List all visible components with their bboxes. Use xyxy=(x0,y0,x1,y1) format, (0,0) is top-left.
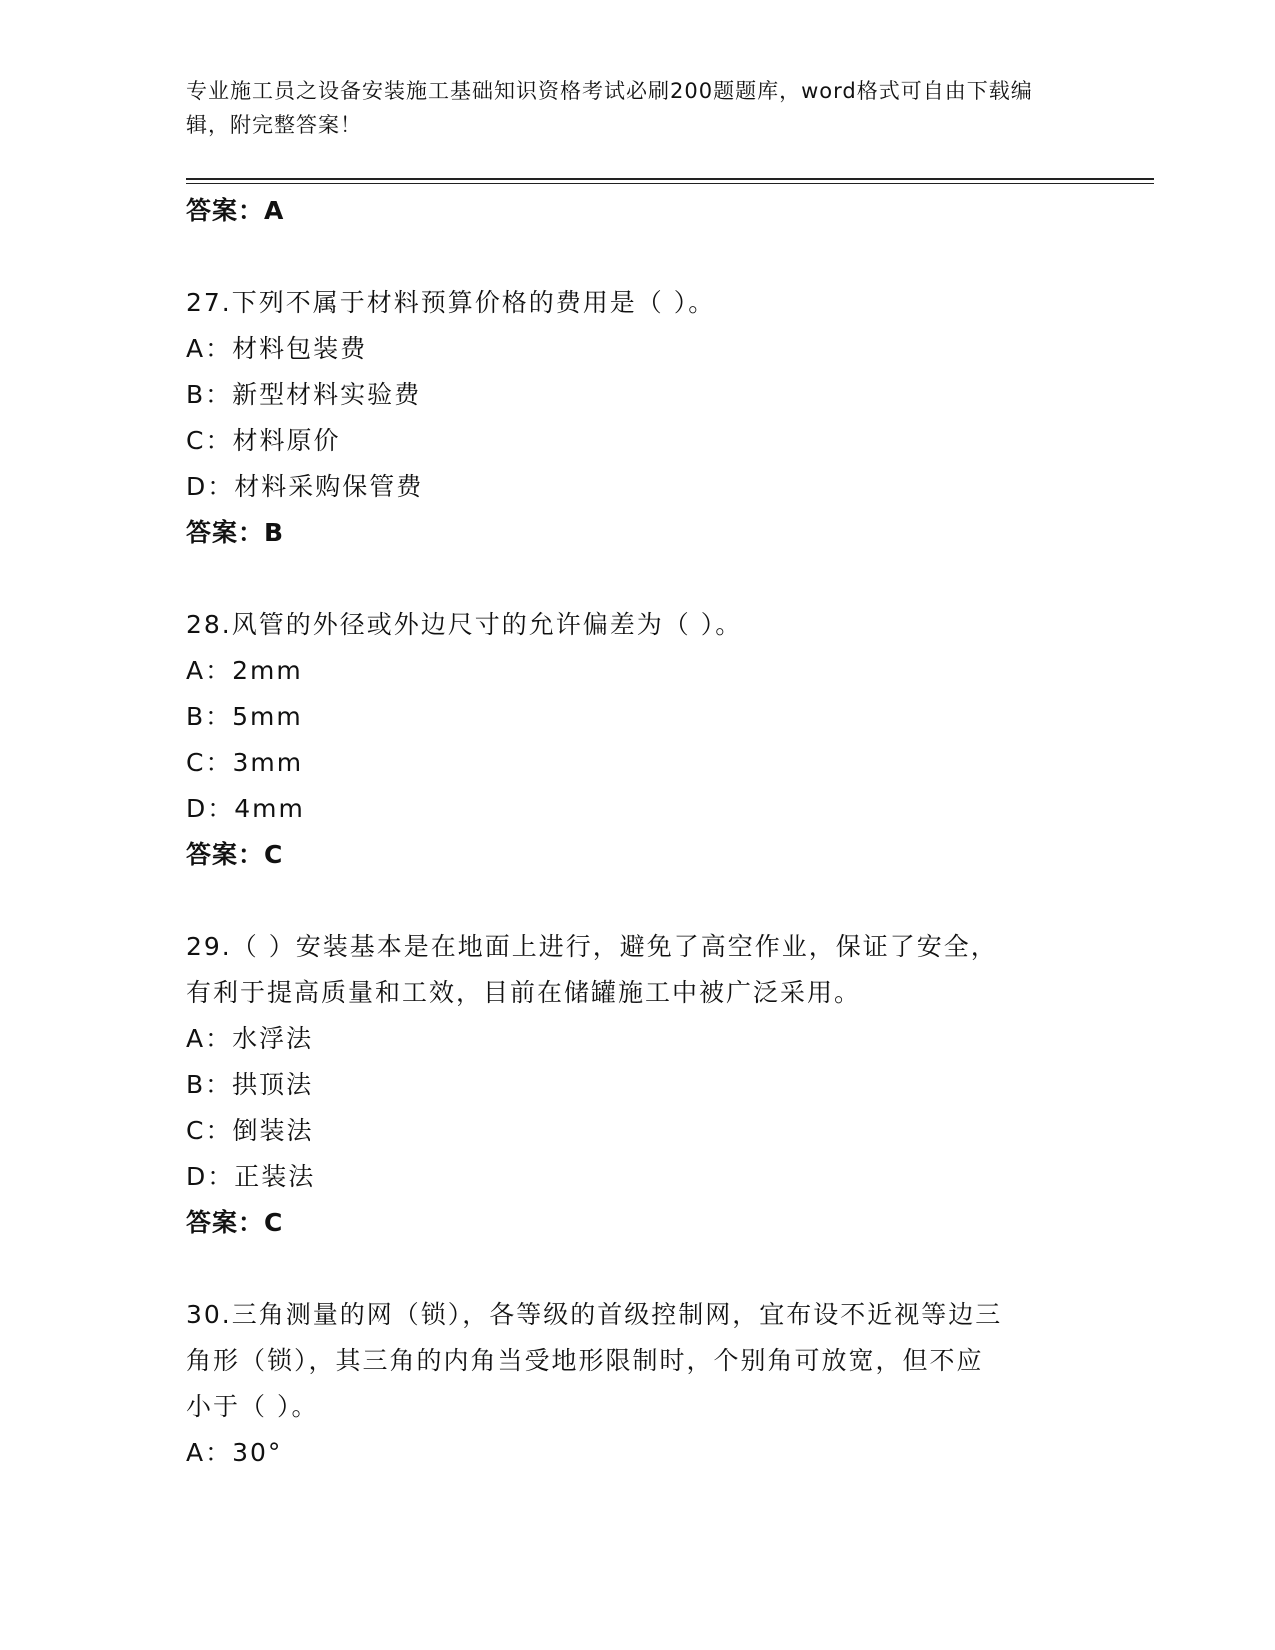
question-stem-line-2: 角形（锁），其三角的内角当受地形限制时，个别角可放宽，但不应 xyxy=(186,1346,984,1375)
option-c: C：材料原价 xyxy=(186,426,341,455)
option-b: B：新型材料实验费 xyxy=(186,380,422,409)
answer-prev: 答案：A xyxy=(186,196,285,225)
header-text: 专业施工员之设备安装施工基础知识资格考试必刷200题题库，word格式可自由下载编辑，附完整答案！ xyxy=(186,79,1033,137)
option-b: B：拱顶法 xyxy=(186,1070,314,1099)
option-d: D：正装法 xyxy=(186,1162,316,1191)
answer: 答案：C xyxy=(186,840,284,869)
option-a: A：材料包装费 xyxy=(186,334,368,363)
option-d: D：材料采购保管费 xyxy=(186,472,424,501)
header-divider-thin xyxy=(186,183,1154,184)
question-list xyxy=(186,188,1086,1476)
option-a: A：2mm xyxy=(186,656,303,685)
option-d: D：4mm xyxy=(186,794,305,823)
spacer xyxy=(186,556,1086,602)
answer: 答案：B xyxy=(186,518,285,547)
question-stem-line-1: 29.（ ）安装基本是在地面上进行，避免了高空作业，保证了安全， xyxy=(186,932,998,961)
question-stem-line-3: 小于（ ）。 xyxy=(186,1392,319,1421)
question-28 xyxy=(186,602,1086,878)
spacer xyxy=(186,878,1086,924)
option-a: A：水浮法 xyxy=(186,1024,314,1053)
question-stem-line-2: 有利于提高质量和工效，目前在储罐施工中被广泛采用。 xyxy=(186,978,862,1007)
answer: 答案：C xyxy=(186,1208,284,1237)
header-divider xyxy=(186,178,1154,180)
option-c: C：倒装法 xyxy=(186,1116,314,1145)
question-stem-line-1: 30.三角测量的网（锁），各等级的首级控制网，宜布设不近视等边三 xyxy=(186,1300,1003,1329)
question-27 xyxy=(186,280,1086,556)
question-30 xyxy=(186,1292,1086,1476)
option-b: B：5mm xyxy=(186,702,303,731)
document-header xyxy=(186,74,1066,142)
spacer xyxy=(186,1246,1086,1292)
spacer xyxy=(186,234,1086,280)
question-stem: 27.下列不属于材料预算价格的费用是（ ）。 xyxy=(186,288,716,317)
option-a: A：30° xyxy=(186,1438,283,1467)
option-c: C：3mm xyxy=(186,748,304,777)
question-29 xyxy=(186,924,1086,1246)
question-stem: 28.风管的外径或外边尺寸的允许偏差为（ ）。 xyxy=(186,610,743,639)
